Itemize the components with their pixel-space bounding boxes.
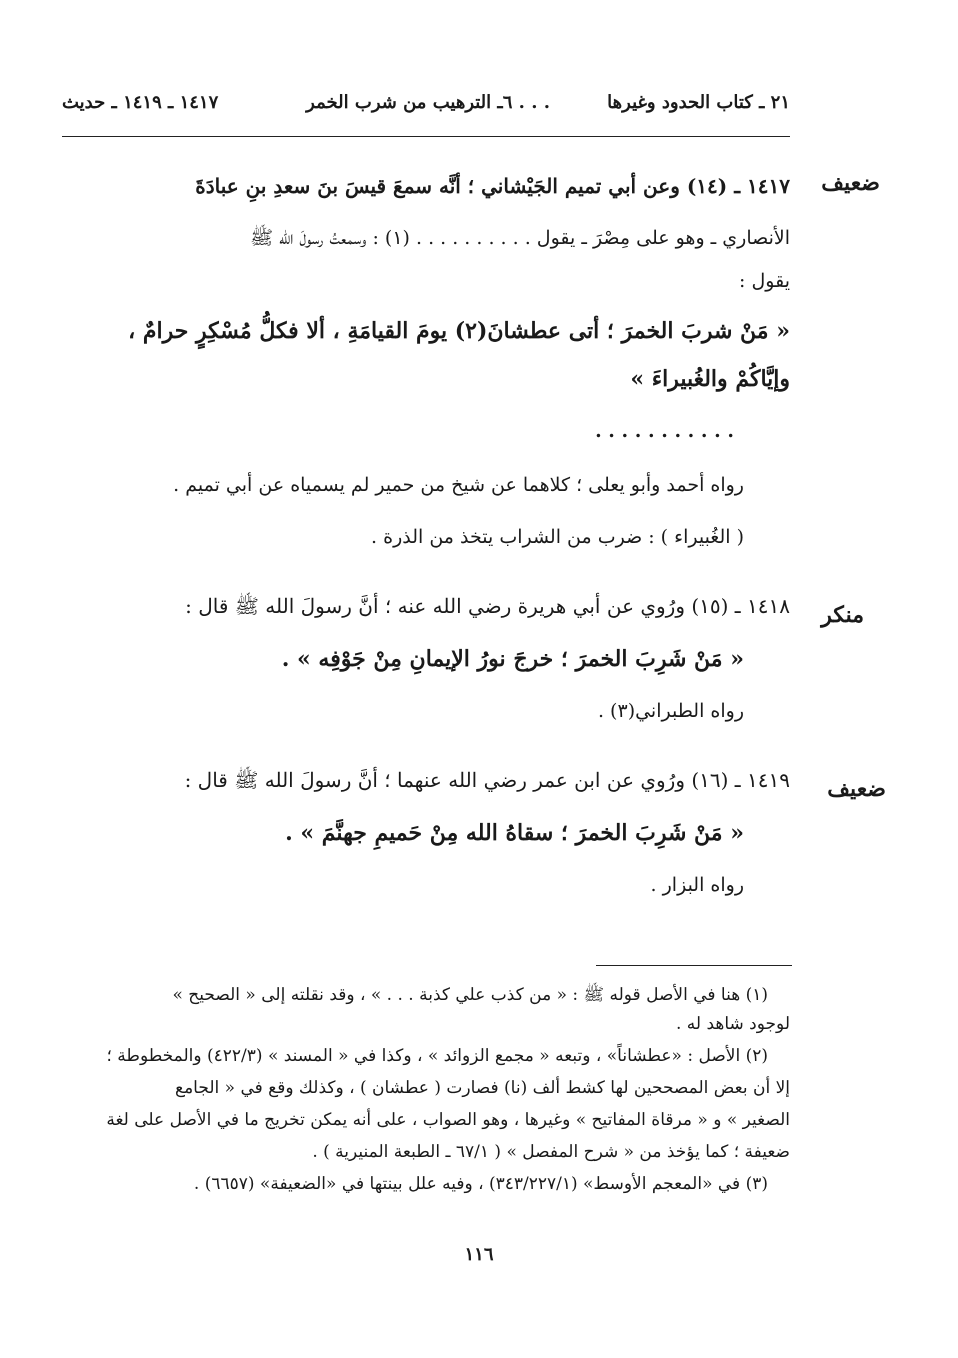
hadith-line: ١٤١٧ ـ (١٤) وعن أبي تميم الجَيْشاني ؛ أنَّه سمعَ قيسَ بنَ سعدِ بنِ عبادَةَ [195,174,790,198]
hadith-matn: وإيَّاكُمْ والغُبيراءَ » [630,366,790,392]
gloss-note: ( الغُبيراء ) : ضرب من الشراب يتخذ من الذرة . [371,526,744,548]
hadith-line: يقول : [739,270,790,292]
grade-label: ضعيف [821,170,880,196]
footnote-rule [596,965,792,966]
hadith-line: ١٤١٨ ـ (١٥) ورُوي عن أبي هريرة رضي الله عنه ؛ أنَّ رسولَ الله ﷺ قال : [185,594,790,618]
header-hadith-range: ١٤١٧ ـ ١٤١٩ ـ حديث [62,92,219,113]
footnote-line: لوجود شاهد له . [675,1014,790,1034]
header-section: ٦ـ الترهيب من شرب الخمر . . . [306,92,550,113]
hadith-line: الأنصاري ـ وهو على مِصْرَ ـ يقول . . . . . . . . . . (١) : وسمعتُ رسولَ الله ﷺ [250,227,790,249]
hadith-matn: « مَنْ شَرِبَ الخمرَ ؛ سقاهُ الله مِنْ حَميمِ جهنَّمَ » . [285,820,744,846]
footnote-line: (١) هنا في الأصل قوله ﷺ : « من كذب علي كذبة . . . » ، وقد نقلته إلى « الصحيح » [172,985,768,1005]
hadith-matn: « مَنْ شَرِبَ الخمرَ ؛ خرجَ نورُ الإيمانِ مِنْ جَوْفِه » . [281,646,744,672]
header-rule [62,136,790,137]
grade-label: منكر [821,602,864,628]
running-header [62,92,790,120]
grade-label: ضعيف [827,776,886,802]
takhrij-note: رواه الطبراني(٣) . [597,700,744,722]
footnote-line: الصغير » و « مرقاة المفاتيح » وغيرها ، وهو الصواب ، على أنه يمكن تخريج ما في الأصل على لغة [106,1110,790,1130]
hadith-line: ١٤١٩ ـ (١٦) ورُوي عن ابن عمر رضي الله عنهما ؛ أنَّ رسولَ الله ﷺ قال : [184,768,790,792]
page-number: ١١٦ [464,1244,494,1265]
footnote-line: ضعيفة ؛ كما يؤخذ من « شرح المفصل » ( ٦٧/١ ـ الطبعة المنيرية ) . [312,1142,790,1162]
footnote-line: إلا أن بعض المصححين لها كشط ألف (نا) فصارت ( عطشان ) ، وكذلك وقع في « الجامع [175,1078,790,1098]
footnote-line: (٣) في «المعجم الأوسط» (٣٤٣/٢٢٧/١) ، وفيه علل بينتها في «الضعيفة» (٦٦٥٧) . [193,1174,768,1194]
takhrij-note: رواه أحمد وأبو يعلى ؛ كلاهما عن شيخ من حمير لم يسمياه عن أبي تميم . [173,474,744,496]
hadith-matn: « مَنْ شربَ الخمرَ ؛ أتى عطشانَ(٢) يومَ القيامَةِ ، ألا فكلُّ مُسْكِرٍ حرامٌ ، [128,318,790,344]
takhrij-note: رواه البزار . [650,874,744,896]
ellipsis-dots: . . . . . . . . . . . [595,420,734,442]
header-chapter: ٢١ ـ كتاب الحدود وغيرها [607,92,790,113]
footnote-line: (٢) الأصل : «عطشاناً» ، وتبعه « مجمع الزوائد » ، وكذا في « المسند » (٤٢٢/٣) والمخطوطة ؛ [106,1046,768,1066]
